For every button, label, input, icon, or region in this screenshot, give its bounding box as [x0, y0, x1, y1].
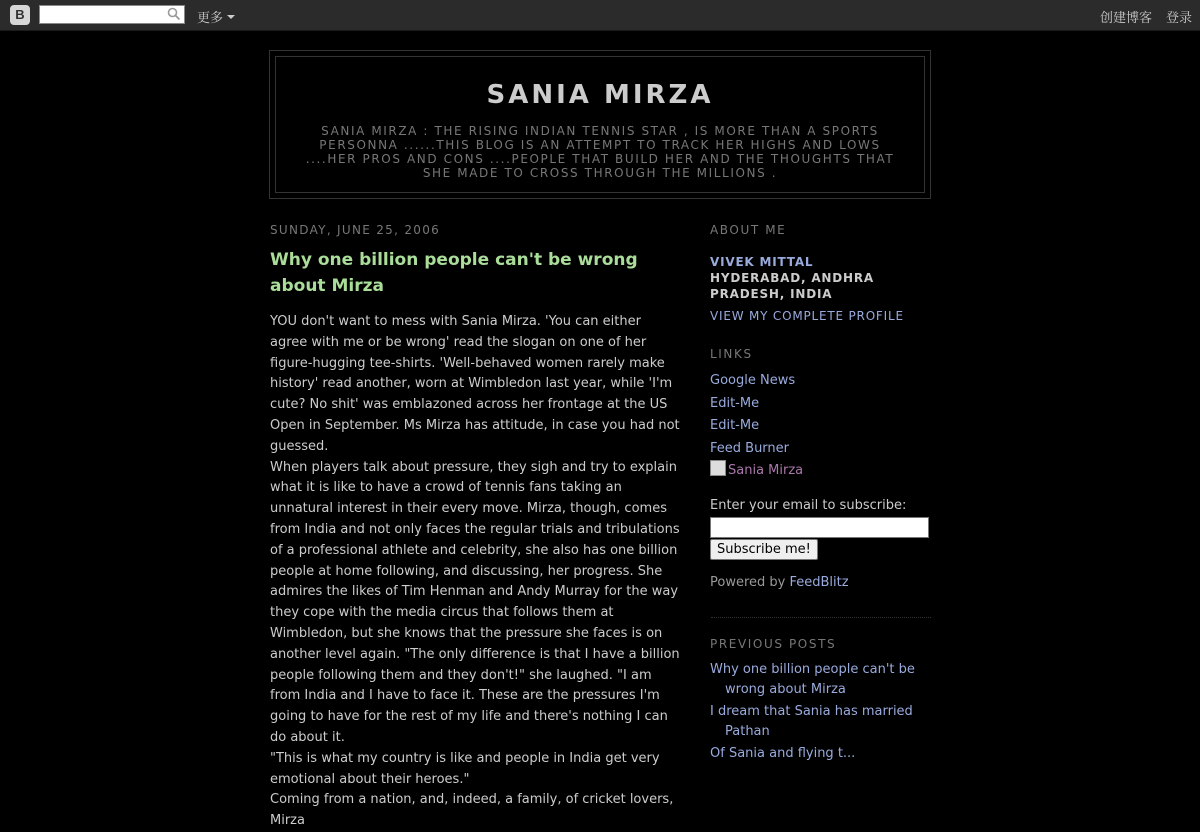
- link-feed-burner[interactable]: Feed Burner: [710, 440, 790, 456]
- previous-post-link[interactable]: Why one billion people can't be wrong about Mirza: [710, 662, 915, 697]
- powered-by-label: Powered by: [710, 575, 786, 591]
- list-item: [710, 660, 932, 699]
- list-item: [710, 370, 932, 393]
- navbar: [0, 0, 1200, 31]
- caret-down-icon: [227, 15, 235, 19]
- email-subscribe-input[interactable]: [710, 517, 929, 538]
- view-profile-link[interactable]: VIEW MY COMPLETE PROFILE: [710, 309, 904, 323]
- list-item: [710, 438, 932, 461]
- post-body: [270, 312, 682, 832]
- navbar-search-box: [39, 5, 185, 24]
- navbar-more-menu[interactable]: [197, 7, 235, 26]
- post-paragraph: "This is what my country is like and people in India get very emotional about their heroes.": [270, 750, 660, 787]
- previous-post-link[interactable]: I dream that Sania has married Pathan: [710, 704, 913, 739]
- post-paragraph: When players talk about pressure, they sigh and try to explain what it is like to have a crowd of tennis fans taking an unnatural interest in their every move. Mirza, though, comes from India and not only faces the regular trials and tribulations of a professional athlete and celebrity, she also has one billion people at home following, and discussing, her progress. She admires the likes of Tim Henman and Andy Murray for the way they cope with the media circus that follows them at Wimbledon, but she knows that the pressure she faces is on another level again. "The only difference is that I have a billion people following them and they don't!" she laughed. "I am from India and I have to face it. These are the pressures I'm going to have for the rest of my life and there's nothing I can do about it.: [270, 459, 680, 745]
- feedblitz-link[interactable]: FeedBlitz: [789, 575, 849, 591]
- post-date: SUNDAY, JUNE 25, 2006: [270, 223, 441, 237]
- link-edit-me-2[interactable]: Edit-Me: [710, 418, 760, 434]
- sidebar: [710, 222, 932, 762]
- link-edit-me[interactable]: Edit-Me: [710, 395, 760, 411]
- post-paragraph: YOU don't want to mess with Sania Mirza. 'You can either agree with me or be wrong' read the slogan on one of her figure-hugging tee-shirts. 'Well-behaved women rarely make history' read another, worn at Wimbledon last year, while 'I'm cute? No shit' was emblazoned across her frontage at the US Open in September. Ms Mirza has attitude, in case you had not guessed.: [270, 314, 680, 454]
- link-google-news[interactable]: Google News: [710, 373, 796, 388]
- previous-posts-heading: PREVIOUS POSTS: [710, 637, 837, 652]
- blog-header-inner: [275, 56, 925, 193]
- search-icon[interactable]: [167, 7, 181, 21]
- navbar-more-label: 更多: [197, 11, 224, 26]
- sania-mirza-image-link[interactable]: [710, 460, 932, 481]
- links-heading: LINKS: [710, 347, 753, 361]
- create-blog-link[interactable]: 创建博客: [1100, 11, 1153, 26]
- list-item: [710, 415, 932, 438]
- about-me-heading: ABOUT ME: [710, 223, 787, 237]
- main-content: [270, 222, 682, 829]
- login-link[interactable]: 登录: [1166, 11, 1193, 26]
- image-alt-text: Sania Mirza: [728, 463, 804, 479]
- subscribe-label: Enter your email to subscribe:: [710, 498, 907, 514]
- navbar-search-input[interactable]: [42, 7, 162, 22]
- blog-description: SANIA MIRZA : THE RISING INDIAN TENNIS STAR , IS MORE THAN A SPORTS PERSONNA ......THIS BLOG IS AN ATTEMPT TO TRACK HER HIGHS AND LOWS ....HER PROS AND CONS ....PEOPLE THAT BUILD HER AND THE THOUGHTS THAT SHE MADE TO CROSS THROUGH THE MILLIONS .: [305, 124, 895, 180]
- links-list: [710, 370, 932, 460]
- previous-post-link[interactable]: Of Sania and flying t...: [710, 746, 856, 762]
- powered-by: [710, 574, 932, 592]
- post-title[interactable]: Why one billion people can't be wrong about Mirza: [270, 250, 638, 296]
- subscribe-button[interactable]: Subscribe me!: [710, 539, 818, 560]
- blog-title[interactable]: SANIA MIRZA: [486, 80, 714, 110]
- profile-name-link[interactable]: VIVEK MITTAL: [710, 255, 814, 269]
- blogger-logo-icon[interactable]: B: [10, 5, 30, 25]
- list-item: [710, 393, 932, 416]
- previous-posts-list: [710, 660, 932, 764]
- blog-header: [269, 50, 931, 199]
- sidebar-divider: [711, 617, 931, 618]
- broken-image-icon: [710, 460, 726, 476]
- profile-location: HYDERABAD, ANDHRA PRADESH, INDIA: [710, 271, 875, 301]
- list-item: [710, 744, 932, 764]
- post-paragraph: Coming from a nation, and, indeed, a family, of cricket lovers, Mirza: [270, 792, 674, 829]
- list-item: [710, 702, 932, 741]
